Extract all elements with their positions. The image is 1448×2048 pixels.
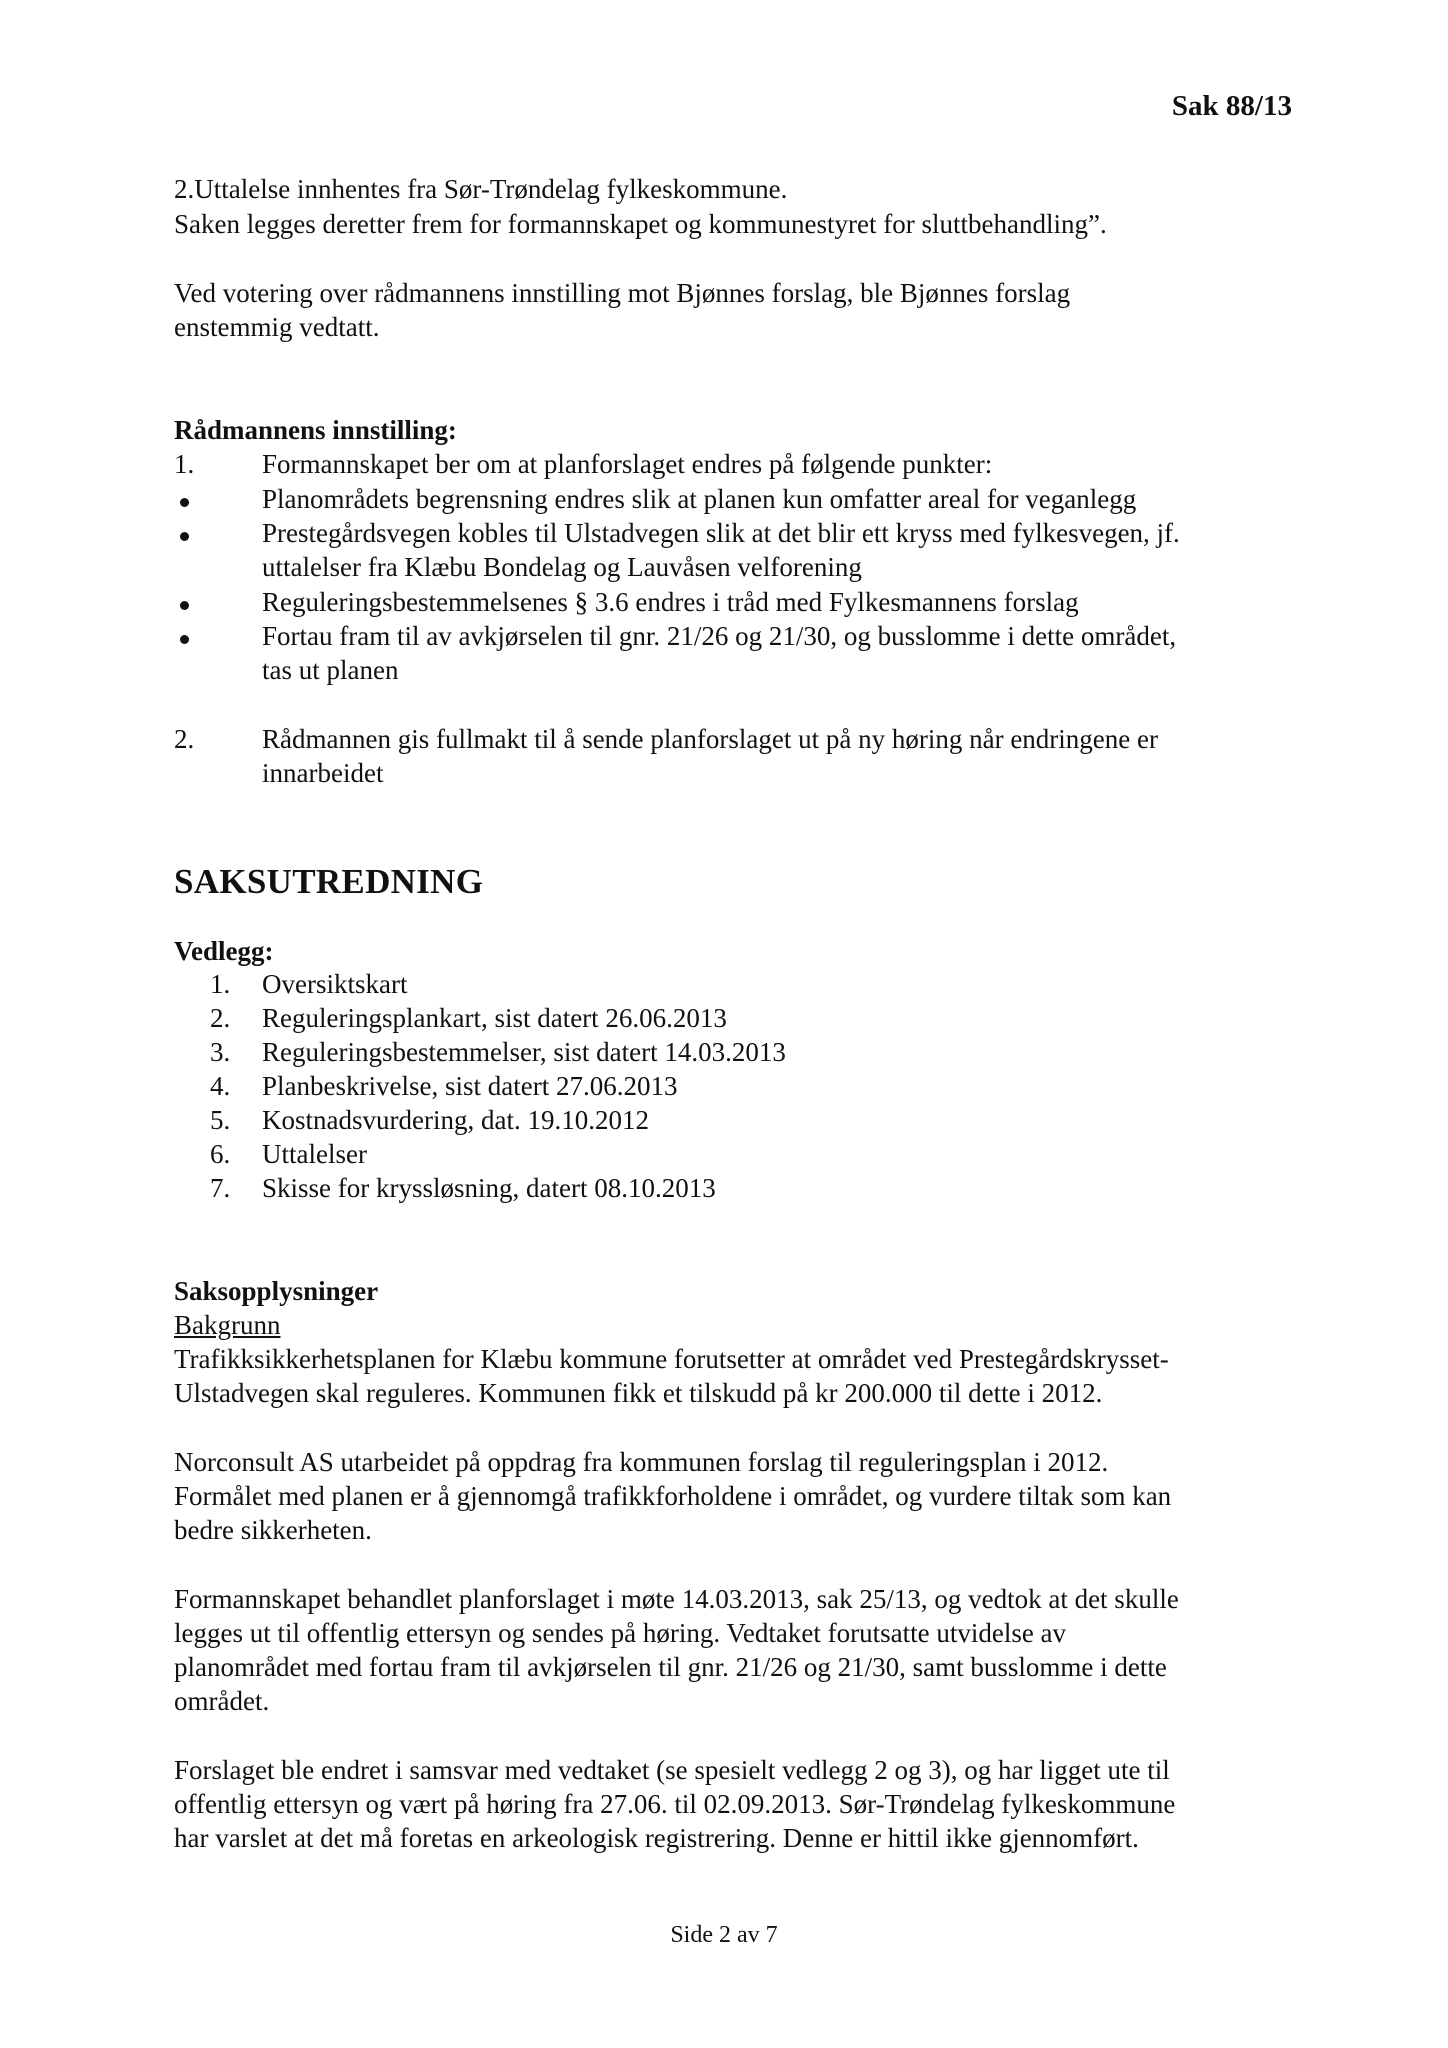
- recommendation-heading: Rådmannens innstilling:: [174, 415, 457, 445]
- intro-line: Saken legges deretter frem for formannskapet og kommunestyret for sluttbehandling”.: [174, 209, 1107, 239]
- attachment-item: Planbeskrivelse, sist datert 27.06.2013: [262, 1071, 678, 1101]
- paragraph-line: området.: [174, 1686, 270, 1716]
- attachment-number: 7.: [210, 1173, 231, 1203]
- attachments-heading: Vedlegg:: [174, 936, 274, 966]
- paragraph-line: Ulstadvegen skal reguleres. Kommunen fikk et tilskudd på kr 200.000 til dette i 2012.: [174, 1378, 1103, 1408]
- paragraph-line: har varslet at det må foretas en arkeologisk registrering. Denne er hittil ikke gjennomført.: [174, 1823, 1139, 1853]
- attachment-item: Reguleringsplankart, sist datert 26.06.2013: [262, 1003, 727, 1033]
- attachment-item: Reguleringsbestemmelser, sist datert 14.03.2013: [262, 1037, 786, 1067]
- attachment-item: Kostnadsvurdering, dat. 19.10.2012: [262, 1105, 649, 1135]
- paragraph-line: Forslaget ble endret i samsvar med vedtaket (se spesielt vedlegg 2 og 3), og har ligget ute til: [174, 1755, 1170, 1785]
- item-number: 2.: [174, 724, 195, 754]
- attachment-item: Oversiktskart: [262, 969, 408, 999]
- section-title: SAKSUTREDNING: [174, 862, 484, 901]
- item-text: Formannskapet ber om at planforslaget endres på følgende punkter:: [262, 449, 993, 479]
- bullet-icon: [180, 601, 189, 610]
- paragraph-line: legges ut til offentlig ettersyn og sendes på høring. Vedtaket forutsatte utvidelse av: [174, 1618, 1067, 1648]
- attachment-item: Uttalelser: [262, 1139, 367, 1169]
- info-subheading: Bakgrunn: [174, 1310, 281, 1340]
- bullet-text: tas ut planen: [262, 655, 399, 685]
- item-number: 1.: [174, 449, 195, 479]
- info-heading: Saksopplysninger: [174, 1276, 379, 1306]
- bullet-text: Planområdets begrensning endres slik at planen kun omfatter areal for veganlegg: [262, 484, 1137, 514]
- intro-line: 2.Uttalelse innhentes fra Sør-Trøndelag fylkeskommune.: [174, 174, 788, 204]
- attachment-item: Skisse for kryssløsning, datert 08.10.2013: [262, 1173, 716, 1203]
- bullet-text: Prestegårdsvegen kobles til Ulstadvegen slik at det blir ett kryss med fylkesvegen, jf.: [262, 518, 1180, 548]
- bullet-text: Reguleringsbestemmelsenes § 3.6 endres i tråd med Fylkesmannens forslag: [262, 587, 1079, 617]
- bullet-icon: [180, 498, 189, 507]
- vote-line: enstemmig vedtatt.: [174, 312, 380, 342]
- attachment-number: 4.: [210, 1071, 231, 1101]
- page-number: Side 2 av 7: [670, 1922, 778, 1948]
- item-text: Rådmannen gis fullmakt til å sende planforslaget ut på ny høring når endringene er: [262, 724, 1158, 754]
- attachment-number: 3.: [210, 1037, 231, 1067]
- item-text: innarbeidet: [262, 758, 384, 788]
- attachment-number: 6.: [210, 1139, 231, 1169]
- bullet-icon: [180, 532, 189, 541]
- paragraph-line: Norconsult AS utarbeidet på oppdrag fra kommunen forslag til reguleringsplan i 2012.: [174, 1447, 1109, 1477]
- paragraph-line: offentlig ettersyn og vært på høring fra 27.06. til 02.09.2013. Sør-Trøndelag fylkeskommune: [174, 1789, 1176, 1819]
- attachment-number: 2.: [210, 1003, 231, 1033]
- paragraph-line: Formålet med planen er å gjennomgå trafikkforholdene i området, og vurdere tiltak som kan: [174, 1481, 1172, 1511]
- paragraph-line: Formannskapet behandlet planforslaget i møte 14.03.2013, sak 25/13, og vedtok at det skulle: [174, 1584, 1179, 1614]
- case-reference: Sak 88/13: [1171, 90, 1292, 122]
- paragraph-line: Trafikksikkerhetsplanen for Klæbu kommune forutsetter at området ved Prestegårdskrysset-: [174, 1344, 1169, 1374]
- attachment-number: 5.: [210, 1105, 231, 1135]
- paragraph-line: bedre sikkerheten.: [174, 1515, 372, 1545]
- bullet-text: uttalelser fra Klæbu Bondelag og Lauvåsen velforening: [262, 552, 862, 582]
- bullet-icon: [180, 635, 189, 644]
- attachment-number: 1.: [210, 969, 231, 999]
- bullet-text: Fortau fram til av avkjørselen til gnr. 21/26 og 21/30, og busslomme i dette området,: [262, 621, 1177, 651]
- vote-line: Ved votering over rådmannens innstilling mot Bjønnes forslag, ble Bjønnes forslag: [174, 278, 1071, 308]
- paragraph-line: planområdet med fortau fram til avkjørselen til gnr. 21/26 og 21/30, samt busslomme i dette: [174, 1652, 1167, 1682]
